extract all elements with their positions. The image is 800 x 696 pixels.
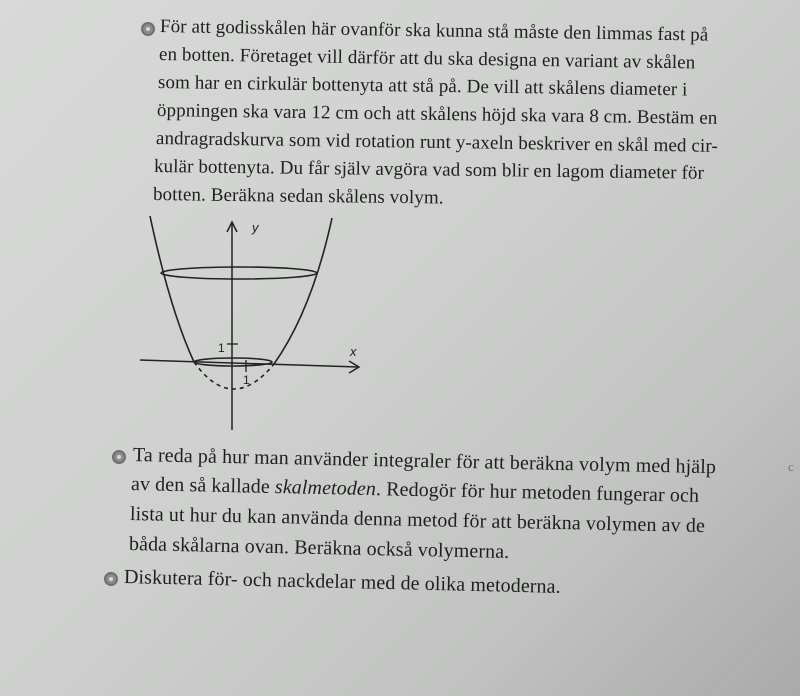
bowl-top-rim [161, 267, 317, 279]
task2-line-text: . Redogör för hur metoden fungerar och [375, 478, 700, 507]
task1-line: kulär bottenyta. Du får själv avgöra vad som blir en lagom diameter för [153, 156, 705, 184]
task1-bullet-icon [141, 22, 155, 36]
task1-line: öppningen ska vara 12 cm och att skålens höjd ska vara 8 cm. Bestäm en [156, 100, 718, 129]
task1-line: botten. Beräkna sedan skålens volym. [152, 184, 444, 209]
margin-mark: c [788, 459, 794, 474]
skalmetoden-term: skalmetoden [274, 476, 377, 501]
task2-line: lista ut hur du kan använda denna metod för att beräkna volymen av de [129, 503, 706, 538]
task1-line: en botten. Företaget vill därför att du ska designa en variant av skålen [158, 44, 696, 74]
task2-line: Ta reda på hur man använder integraler för att beräkna volym med hjälp [132, 444, 717, 479]
task1-line-text: andragradskurva som vid rotation runt y-axeln beskriver en skål med cir- [155, 128, 718, 157]
task1-line: För att godisskålen här ovanför ska kunna stå måste den limmas fast på [159, 16, 709, 46]
y-axis-label: y [252, 220, 259, 235]
y-tick-label: 1 [218, 341, 225, 355]
task2-line: båda skålarna ovan. Beräkna också volymerna. [128, 533, 510, 563]
task2-bullet-icon [112, 450, 126, 464]
x-tick-label: 1 [243, 373, 250, 387]
bowl-curve-right [274, 218, 332, 364]
x-axis-label: x [350, 344, 357, 359]
bowl-curve-left [150, 216, 194, 362]
task2-line [131, 472, 700, 508]
task3-bullet-icon [104, 572, 118, 586]
bowl-figure [132, 210, 372, 440]
task2-line-text: av den så kallade [130, 473, 276, 499]
task1-line: som har en cirkulär bottenyta att stå på. De vill att skålens diameter i [157, 72, 688, 101]
task1-line [156, 127, 718, 159]
task3-line: Diskutera för- och nackdelar med de olika metoderna. [123, 566, 561, 598]
